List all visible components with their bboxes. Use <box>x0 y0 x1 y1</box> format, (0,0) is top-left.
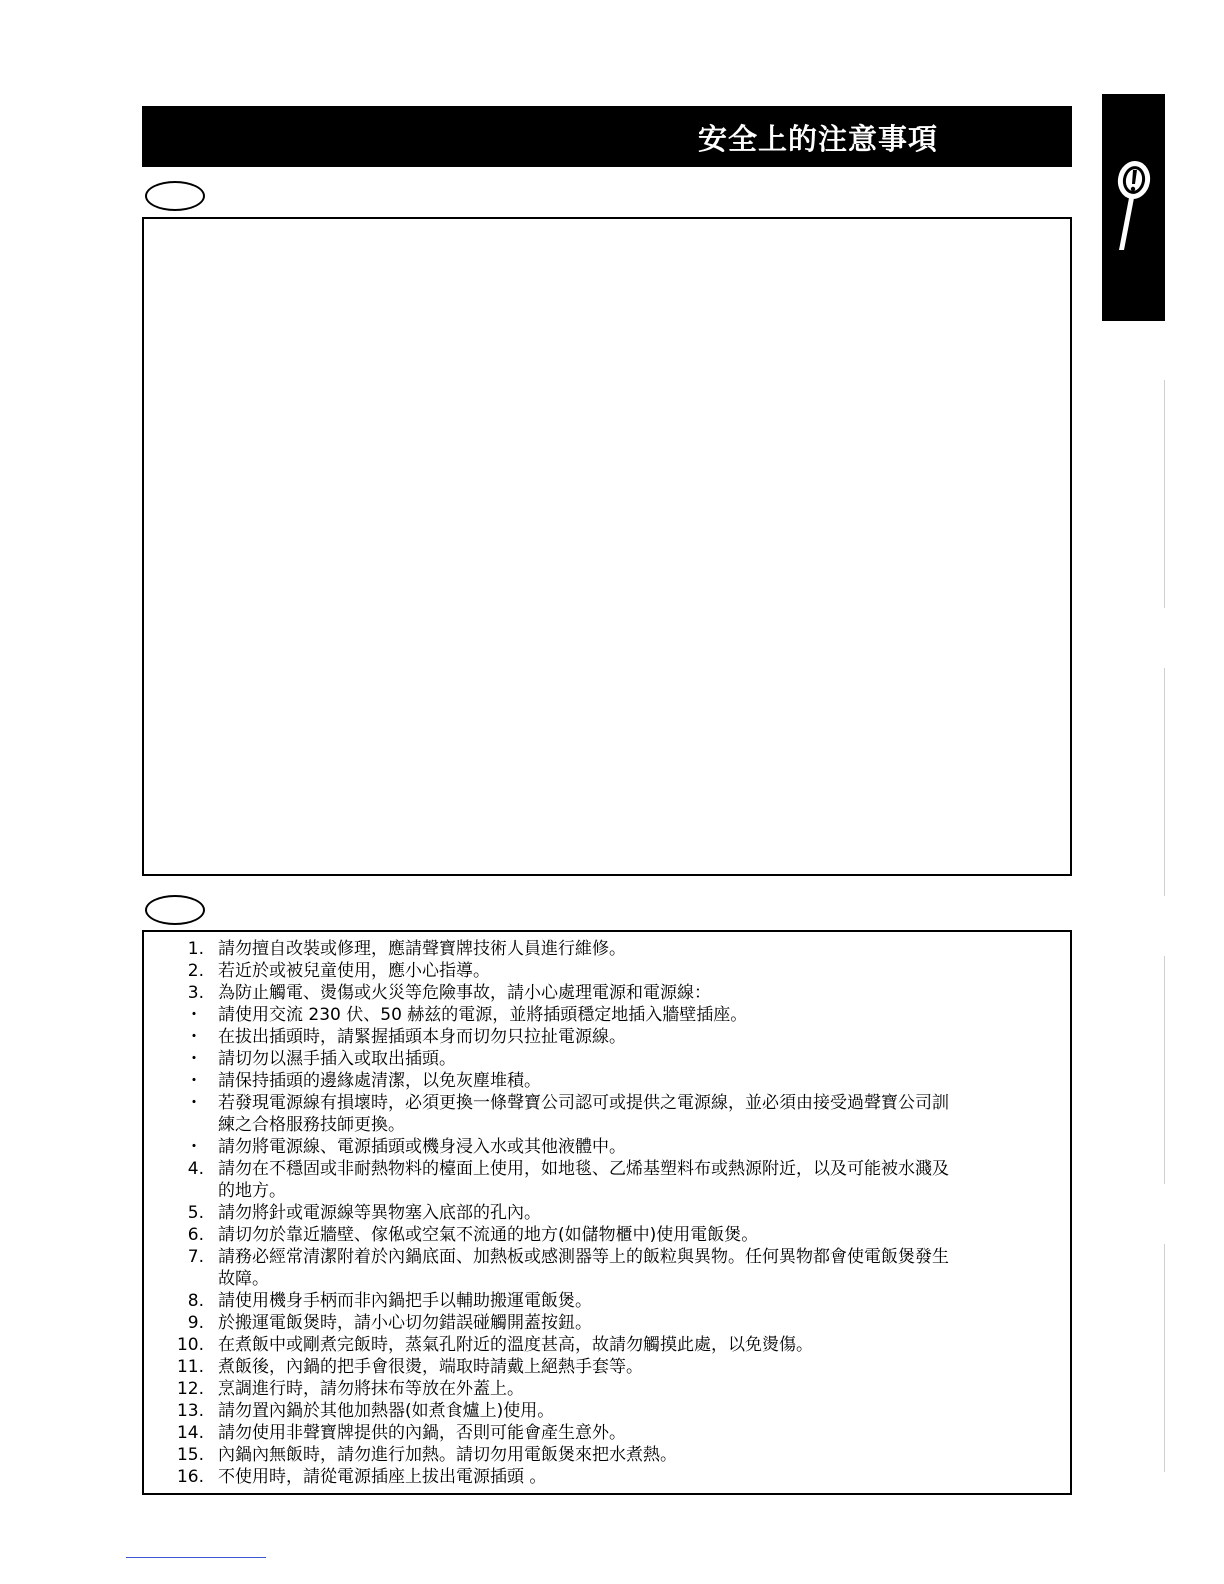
item-text: 請勿擅自改裝或修理，應請聲寶牌技術人員進行維修。 <box>218 939 626 959</box>
margin-rule <box>1164 380 1165 608</box>
margin-rule <box>1164 1244 1165 1472</box>
item-text: 在拔出插頭時，請緊握插頭本身而切勿只拉扯電源線。 <box>218 1027 626 1047</box>
item-text: 請勿將電源線、電源插頭或機身浸入水或其他液體中。 <box>218 1137 626 1157</box>
list-item <box>158 1026 949 1048</box>
list-item <box>158 1158 949 1180</box>
list-item <box>158 1290 949 1312</box>
item-number: 4. <box>187 1159 204 1179</box>
item-text: 練之合格服務技師更換。 <box>218 1115 405 1135</box>
list-item <box>158 1246 949 1268</box>
item-text: 內鍋內無飯時，請勿進行加熱。請切勿用電飯煲來把水煮熱。 <box>218 1445 677 1465</box>
list-item <box>158 1378 949 1400</box>
item-text: 若近於或被兒童使用，應小心指導。 <box>218 961 490 981</box>
item-text: 請切勿以濕手插入或取出插頭。 <box>218 1049 456 1069</box>
item-number: 7. <box>187 1247 204 1267</box>
list-item <box>158 1092 949 1114</box>
item-text: 請使用機身手柄而非內鍋把手以輔助搬運電飯煲。 <box>218 1291 592 1311</box>
bullet: ・ <box>185 1093 203 1113</box>
magnifier-exclamation-icon <box>1110 158 1156 254</box>
list-item <box>158 960 949 982</box>
item-text: 請勿將針或電源線等異物塞入底部的孔內。 <box>218 1203 541 1223</box>
item-number: 14. <box>176 1423 204 1443</box>
item-number: 3. <box>187 983 204 1003</box>
title-bar <box>142 106 1072 167</box>
section-marker-warning <box>145 181 205 211</box>
section-marker-caution <box>145 895 205 925</box>
caution-box <box>142 930 1072 1495</box>
list-item <box>158 938 949 960</box>
list-item <box>158 982 949 1004</box>
caution-list <box>158 938 949 1488</box>
list-item <box>158 1070 949 1092</box>
item-text: 請切勿於靠近牆壁、傢俬或空氣不流通的地方(如儲物櫃中)使用電飯煲。 <box>218 1225 759 1245</box>
item-number: 9. <box>187 1313 204 1333</box>
item-number: 13. <box>176 1401 204 1421</box>
item-text: 請保持插頭的邊緣處清潔，以免灰塵堆積。 <box>218 1071 541 1091</box>
list-item-continued <box>158 1268 949 1290</box>
item-text: 請勿置內鍋於其他加熱器(如煮食爐上)使用。 <box>218 1401 555 1421</box>
item-number: 1. <box>187 939 204 959</box>
item-text: 於搬運電飯煲時，請小心切勿錯誤碰觸開蓋按鈕。 <box>218 1313 592 1333</box>
list-item <box>158 1466 949 1488</box>
bullet: ・ <box>185 1071 203 1091</box>
list-item <box>158 1356 949 1378</box>
item-text: 故障。 <box>218 1269 269 1289</box>
item-number: 12. <box>176 1379 204 1399</box>
margin-rule <box>1164 668 1165 896</box>
page-title: 安全上的注意事項 <box>698 122 939 156</box>
item-number: 16. <box>176 1467 204 1487</box>
item-text: 煮飯後，內鍋的把手會很燙，端取時請戴上絕熱手套等。 <box>218 1357 643 1377</box>
item-text: 請使用交流 230 伏、50 赫兹的電源，並將插頭穩定地插入牆壁插座。 <box>218 1005 748 1025</box>
bullet: ・ <box>185 1027 203 1047</box>
item-number: 10. <box>176 1335 204 1355</box>
item-text: 請勿使用非聲寶牌提供的內鍋，否則可能會產生意外。 <box>218 1423 626 1443</box>
list-item <box>158 1312 949 1334</box>
item-text: 若發現電源線有損壞時，必須更換一條聲寶公司認可或提供之電源線，並必須由接受過聲寶公司訓 <box>218 1093 949 1113</box>
bullet: ・ <box>185 1005 203 1025</box>
item-text: 不使用時，請從電源插座上拔出電源插頭 。 <box>218 1467 547 1487</box>
item-number: 11. <box>176 1357 204 1377</box>
list-item <box>158 1422 949 1444</box>
item-text: 烹調進行時，請勿將抹布等放在外蓋上。 <box>218 1379 524 1399</box>
bullet: ・ <box>185 1137 203 1157</box>
item-number: 2. <box>187 961 204 981</box>
item-text: 請務必經常清潔附着於內鍋底面、加熱板或感測器等上的飯粒與異物。任何異物都會使電飯煲發生 <box>218 1247 949 1267</box>
list-item <box>158 1224 949 1246</box>
list-item-continued <box>158 1114 949 1136</box>
list-item <box>158 1334 949 1356</box>
item-number: 15. <box>176 1445 204 1465</box>
item-number: 8. <box>187 1291 204 1311</box>
list-item <box>158 1202 949 1224</box>
warning-box <box>142 217 1072 876</box>
side-tab <box>1102 94 1165 321</box>
bullet: ・ <box>185 1049 203 1069</box>
list-item <box>158 1136 949 1158</box>
item-number: 6. <box>187 1225 204 1245</box>
item-text: 在煮飯中或剛煮完飯時，蒸氣孔附近的溫度甚高，故請勿觸摸此處，以免燙傷。 <box>218 1335 813 1355</box>
margin-rule <box>1164 956 1165 1184</box>
list-item <box>158 1004 949 1026</box>
list-item <box>158 1400 949 1422</box>
item-text: 請勿在不穩固或非耐熱物料的檯面上使用，如地毯、乙烯基塑料布或熱源附近，以及可能被水濺及 <box>218 1159 949 1179</box>
footer-rule <box>126 1557 266 1558</box>
list-item <box>158 1048 949 1070</box>
list-item <box>158 1444 949 1466</box>
item-number: 5. <box>187 1203 204 1223</box>
item-text: 為防止觸電、燙傷或火災等危險事故，請小心處理電源和電源線： <box>218 983 711 1003</box>
list-item-continued <box>158 1180 949 1202</box>
item-text: 的地方。 <box>218 1181 286 1201</box>
